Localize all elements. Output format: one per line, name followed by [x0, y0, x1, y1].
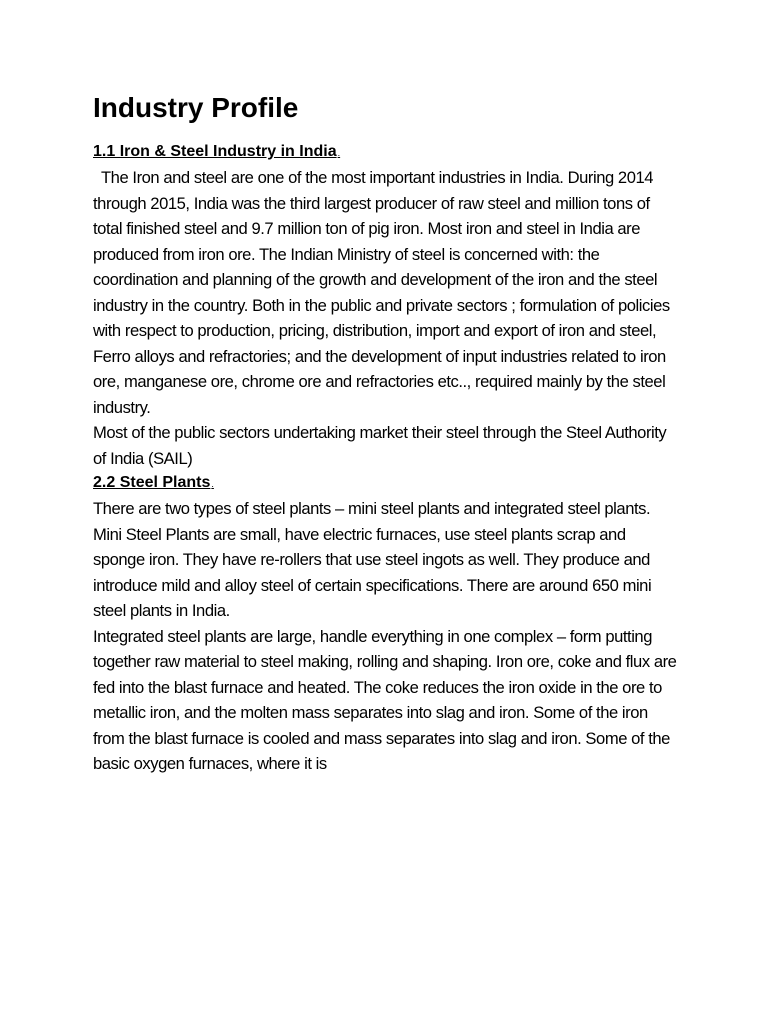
section-heading-mark: .: [337, 148, 341, 158]
section-heading-text: 2.2 Steel Plants: [93, 474, 211, 491]
document-body: [93, 88, 678, 777]
paragraph-mini-steel-plants: Mini Steel Plants are small, have electric furnaces, use steel plants scrap and sponge iron. They have re-rollers that use steel ingots as well. They produce and introduce mild and alloy steel of certain specifications. There are around 650 mini steel plants in India.: [93, 524, 652, 620]
section-heading-steel-plants: [93, 471, 678, 496]
section-heading-text: 1.1 Iron & Steel Industry in India: [93, 143, 337, 160]
section-heading-mark: .: [211, 479, 214, 489]
paragraph-integrated-steel-plants: Integrated steel plants are large, handle everything in one complex – form putting together raw material to steel making, rolling and shaping. Iron ore, coke and flux are fed into the blast furnace and heated. The coke reduces the iron oxide in the ore to metallic iron, and the molten mass separates into slag and iron. Some of the iron from the blast furnace is cooled and mass separates into slag and iron. Some of the basic oxygen furnaces, where it is: [93, 626, 677, 773]
paragraph-plant-types: There are two types of steel plants – mini steel plants and integrated steel plants.: [93, 499, 651, 518]
paragraph-sail-marketing: Most of the public sectors undertaking market their steel through the Steel Authority of India (SAIL): [93, 423, 667, 468]
paragraph-iron-steel-overview: The Iron and steel are one of the most important industries in India. During 2014 through 2015, India was the third largest producer of raw steel and million tons of total finished steel and 9.7 million ton of pig iron. Most iron and steel in India are produced from iron ore. The Indian Ministry of steel is concerned with: the coordination and planning of the growth and development of the iron and the steel industry in the country. Both in the public and private sectors ; formulation of policies with respect to production, pricing, distribution, import and export of iron and steel, Ferro alloys and refractories; and the development of input industries related to iron ore, manganese ore, chrome ore and refractories etc.., required mainly by the steel industry.: [93, 168, 670, 417]
page-title: Industry Profile: [93, 92, 299, 123]
section-heading-iron-steel-industry: [93, 140, 678, 165]
